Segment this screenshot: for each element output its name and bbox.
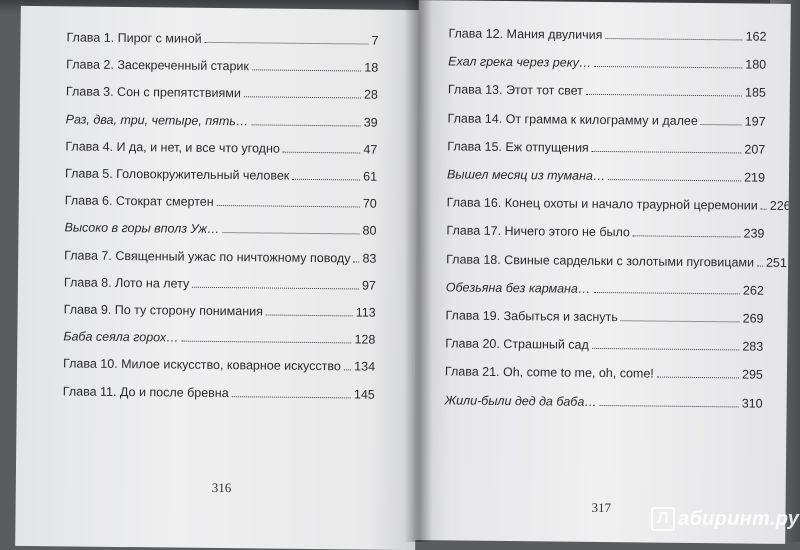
- toc-entry-page: 83: [362, 251, 377, 266]
- toc-entry: [447, 139, 765, 156]
- toc-entry-page: 219: [744, 170, 766, 185]
- toc-entry: [448, 26, 766, 43]
- toc-dot-leader: [621, 320, 740, 322]
- toc-entry-page: 61: [363, 169, 378, 184]
- toc-entry: [445, 393, 763, 410]
- toc-entry-page: 310: [741, 396, 763, 411]
- toc-entry-page: 251: [765, 255, 787, 270]
- toc-entry-title: Обезьяна без кармана…: [445, 280, 591, 296]
- toc-dot-leader: [594, 66, 742, 69]
- toc-dot-leader: [217, 205, 360, 207]
- toc-entry-title: Глава 16. Конец охоты и начало траурной церемонии: [446, 195, 758, 213]
- toc-entry: [448, 83, 766, 100]
- toc-entry-title: Глава 3. Сон с препятствиями: [65, 84, 241, 101]
- toc-entry-page: 80: [362, 223, 377, 239]
- toc-entry-title: Раз, два, три, четыре, пять…: [65, 111, 249, 128]
- toc-entry-page: 262: [742, 283, 764, 298]
- toc-dot-leader: [182, 341, 352, 344]
- toc-entry: [64, 275, 376, 292]
- toc-entry-title: Глава 7. Священный ужас по ничтожному поводу: [64, 247, 351, 265]
- toc-entry-page: 39: [363, 115, 378, 130]
- toc-dot-leader: [192, 287, 359, 290]
- toc-entry-title: Глава 14. От грамма к килограмму и далее: [447, 110, 698, 128]
- toc-dot-leader: [600, 405, 739, 407]
- toc-dot-leader: [633, 236, 741, 238]
- toc-entry-title: Ехал грека через реку…: [448, 54, 592, 71]
- toc-entry-title: Жили-были дед да баба…: [444, 392, 597, 409]
- toc-entry-page: 97: [361, 278, 377, 293]
- toc-entry-page: 207: [744, 142, 766, 157]
- toc-entry-page: 226: [769, 198, 791, 214]
- toc-entry-page: 145: [353, 387, 375, 402]
- toc-dot-leader: [252, 70, 361, 72]
- toc-entry-page: 47: [363, 142, 378, 157]
- toc-dot-leader: [593, 292, 740, 295]
- right-page-number: 317: [591, 499, 612, 516]
- toc-dot-leader: [657, 377, 739, 379]
- toc-dot-leader: [757, 265, 763, 266]
- toc-entry-page: 7: [371, 33, 379, 48]
- toc-entry-title: Глава 13. Этот тот свет: [447, 82, 583, 99]
- toc-entry-title: Глава 5. Головокружительный человек: [65, 166, 290, 183]
- toc-entry: [65, 194, 377, 211]
- toc-entry-page: 269: [742, 311, 764, 326]
- toc-dot-leader: [586, 94, 742, 97]
- toc-entry-page: 113: [355, 305, 376, 320]
- toc-entry: [448, 111, 766, 128]
- toc-entry: [64, 302, 376, 319]
- toc-entry-title: Глава 20. Страшный сад: [445, 336, 589, 353]
- toc-entry-title: Глава 18. Свиные сардельки с золотыми пуговицами: [446, 251, 755, 270]
- toc-entry: [66, 30, 378, 47]
- toc-entry-title: Глава 12. Мания двуличия: [448, 26, 603, 42]
- toc-entry-title: Глава 10. Милое искусство, коварное искусство: [63, 356, 341, 374]
- toc-dot-leader: [608, 179, 741, 181]
- toc-entry: [446, 251, 787, 270]
- toc-entry-title: Глава 2. Засекреченный старик: [66, 57, 249, 74]
- toc-entry: [64, 248, 376, 265]
- toc-entry-title: Глава 17. Ничего этого не было: [446, 223, 630, 240]
- toc-entry: [63, 384, 375, 401]
- left-page: [15, 6, 421, 550]
- toc-dot-leader: [251, 124, 360, 126]
- toc-entry: [63, 330, 375, 347]
- toc-entry: [445, 365, 763, 382]
- toc-entry-page: 134: [354, 359, 376, 375]
- toc-entry-page: 197: [744, 114, 766, 129]
- left-toc: [15, 6, 421, 550]
- toc-entry: [446, 224, 764, 241]
- labirint-watermark: [651, 506, 799, 532]
- toc-entry-title: Высоко в горы вполз Уж…: [64, 220, 220, 237]
- toc-dot-leader: [344, 370, 351, 371]
- toc-dot-leader: [761, 209, 767, 210]
- toc-entry-title: Вышел месяц из тумана…: [446, 167, 606, 184]
- toc-entry-page: 283: [742, 339, 764, 354]
- toc-dot-leader: [222, 232, 359, 234]
- toc-entry: [63, 357, 375, 374]
- toc-entry: [64, 221, 376, 238]
- toc-entry-title: Глава 4. И да, и нет, и все что угодно: [65, 139, 280, 156]
- toc-entry-page: 18: [364, 60, 379, 75]
- toc-dot-leader: [283, 151, 361, 153]
- toc-entry-page: 28: [363, 87, 378, 103]
- left-page-number: 316: [211, 479, 232, 496]
- toc-dot-leader: [605, 38, 742, 40]
- toc-entry: [65, 166, 377, 183]
- toc-entry-title: Глава 8. Лото на лету: [63, 275, 190, 291]
- toc-entry: [65, 139, 377, 156]
- right-toc: [413, 0, 791, 544]
- toc-entry-title: Глава 1. Пирог с миной: [66, 30, 202, 46]
- toc-dot-leader: [353, 261, 359, 262]
- toc-entry: [66, 85, 378, 102]
- toc-entry-page: 185: [744, 85, 766, 101]
- toc-entry: [447, 167, 765, 184]
- toc-dot-leader: [292, 179, 360, 181]
- toc-entry-page: 162: [745, 29, 767, 44]
- toc-dot-leader: [592, 348, 740, 351]
- right-page: [413, 0, 791, 544]
- toc-entry: [445, 337, 763, 354]
- toc-dot-leader: [232, 396, 351, 398]
- toc-dot-leader: [701, 124, 742, 125]
- toc-entry: [448, 55, 766, 72]
- toc-entry-page: 128: [354, 332, 376, 347]
- toc-entry-page: 70: [362, 196, 377, 211]
- toc-entry-page: 239: [743, 226, 765, 242]
- toc-entry-title: Глава 11. До и после бревна: [62, 383, 229, 400]
- toc-entry-title: Глава 9. По ту сторону понимания: [63, 302, 263, 319]
- toc-dot-leader: [592, 151, 742, 154]
- toc-entry: [445, 308, 763, 325]
- toc-entry-title: Баба сеяла горох…: [63, 329, 179, 345]
- toc-dot-leader: [205, 42, 369, 45]
- toc-entry-title: Глава 19. Забыться и заснуть: [445, 308, 618, 325]
- watermark-text: абиринт.ру: [678, 507, 800, 530]
- toc-entry-page: 180: [745, 57, 767, 72]
- toc-dot-leader: [244, 97, 361, 99]
- toc-entry-title: Глава 15. Еж отпущения: [447, 139, 589, 155]
- toc-entry-title: Глава 6. Стократ смертен: [64, 193, 214, 210]
- toc-dot-leader: [266, 315, 353, 317]
- toc-entry-page: 295: [741, 367, 764, 383]
- toc-entry: [446, 280, 764, 297]
- labirint-logo-icon: Л: [651, 507, 675, 531]
- toc-entry: [66, 58, 378, 75]
- toc-entry: [446, 195, 791, 214]
- toc-entry: [66, 112, 378, 129]
- toc-entry-title: Глава 21. Oh, come to me, oh, come!: [444, 364, 654, 381]
